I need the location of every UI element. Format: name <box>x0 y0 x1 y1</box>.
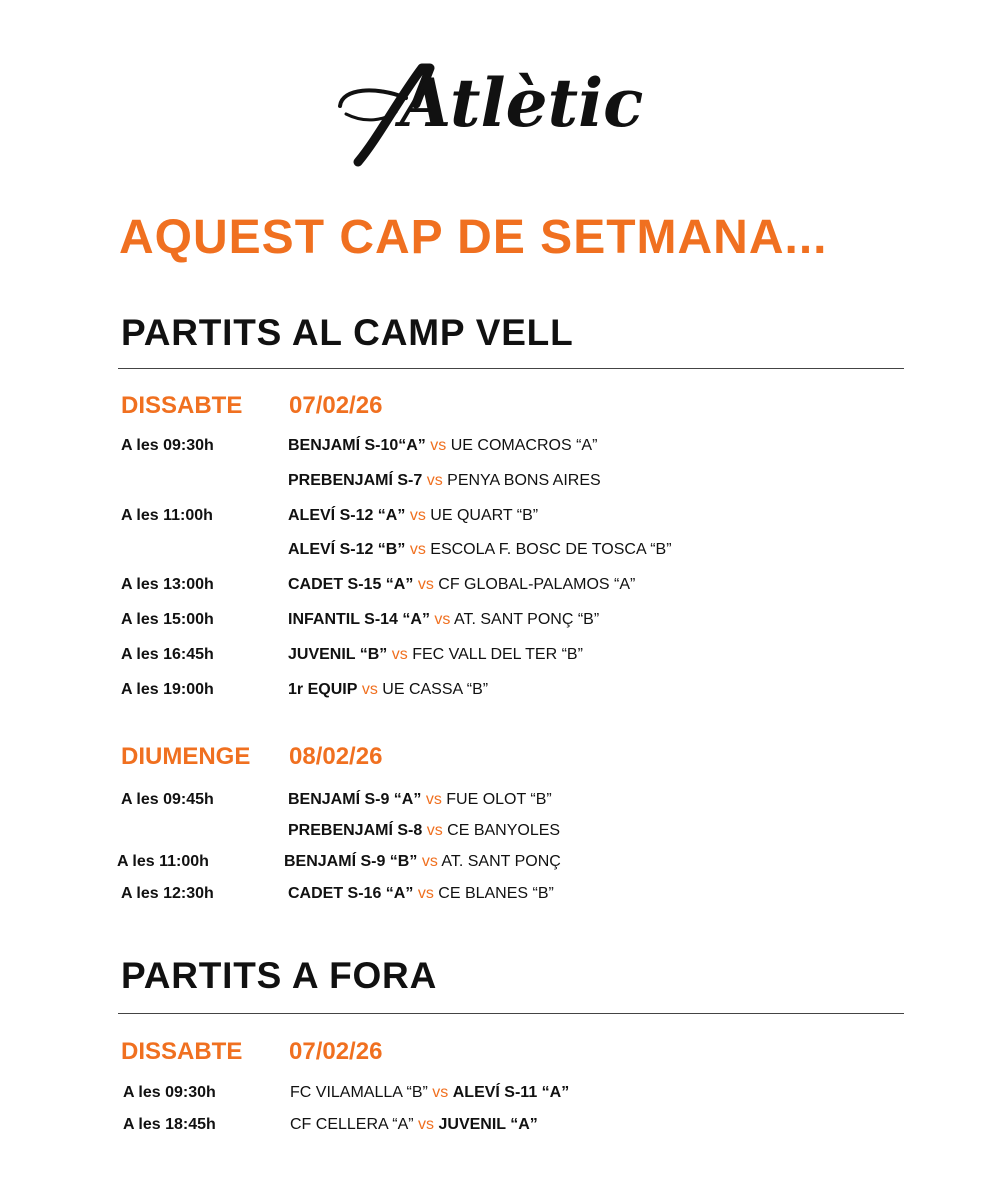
away-team: CF GLOBAL-PALAMOS “A” <box>438 576 636 593</box>
match-row <box>121 643 982 667</box>
vs-label: vs <box>421 853 438 870</box>
home-team: JUVENIL “B” <box>288 646 388 663</box>
vs-label: vs <box>425 791 442 808</box>
day-heading <box>121 1038 382 1066</box>
match-teams <box>288 504 538 528</box>
match-teams <box>288 819 560 843</box>
match-teams <box>288 469 601 493</box>
match-time: A les 16:45h <box>121 646 214 663</box>
home-team: INFANTIL S-14 “A” <box>288 611 430 628</box>
match-row <box>121 882 982 906</box>
day-heading <box>121 392 382 420</box>
svg-text:Atlètic: Atlètic <box>400 64 644 142</box>
match-row <box>121 538 982 562</box>
vs-label: vs <box>391 646 408 663</box>
match-time: A les 11:00h <box>121 507 213 524</box>
match-teams <box>290 1113 538 1137</box>
away-team: CE BLANES “B” <box>438 885 554 902</box>
atletic-logo <box>336 58 644 170</box>
match-teams <box>288 434 597 458</box>
match-time: A les 11:00h <box>117 853 209 870</box>
vs-label: vs <box>426 822 443 839</box>
away-team: UE COMACROS “A” <box>450 437 598 454</box>
away-team: FEC VALL DEL TER “B” <box>412 646 583 663</box>
away-team: AT. SANT PONÇ “B” <box>453 611 600 628</box>
match-time: A les 09:45h <box>121 791 214 808</box>
section-title: PARTITS AL CAMP VELL <box>121 312 574 353</box>
match-teams <box>288 538 672 562</box>
match-row <box>121 608 982 632</box>
day-date: 07/02/26 <box>289 392 383 419</box>
vs-label: vs <box>430 437 447 454</box>
away-team: AT. SANT PONÇ <box>441 853 561 870</box>
away-team: CE BANYOLES <box>447 822 561 839</box>
match-teams <box>284 850 561 874</box>
home-team: CADET S-15 “A” <box>288 576 414 593</box>
home-team: PREBENJAMÍ S-8 <box>288 822 423 839</box>
away-team: UE QUART “B” <box>430 507 539 524</box>
match-teams <box>288 608 599 632</box>
home-team: BENJAMÍ S-9 “A” <box>288 791 422 808</box>
home-team: 1r EQUIP <box>288 681 358 698</box>
match-row <box>123 1113 982 1137</box>
away-team: FUE OLOT “B” <box>446 791 552 808</box>
home-team: BENJAMÍ S-9 “B” <box>284 853 418 870</box>
match-teams <box>288 882 554 906</box>
match-row <box>121 819 982 843</box>
match-row <box>121 788 982 812</box>
headline: AQUEST CAP DE SETMANA... <box>119 211 828 264</box>
day-name: DISSABTE <box>121 392 243 419</box>
away-team: UE CASSA “B” <box>382 681 489 698</box>
away-team: JUVENIL “A” <box>438 1116 538 1133</box>
vs-label: vs <box>409 507 426 524</box>
vs-label: vs <box>418 1116 435 1133</box>
match-teams <box>288 573 635 597</box>
vs-label: vs <box>409 541 426 558</box>
match-row <box>121 678 982 702</box>
vs-label: vs <box>417 576 434 593</box>
home-team: CADET S-16 “A” <box>288 885 414 902</box>
home-team: ALEVÍ S-12 “B” <box>288 541 406 558</box>
day-heading <box>121 743 382 771</box>
match-row <box>117 850 982 874</box>
match-row <box>121 434 982 458</box>
section-divider <box>118 1013 904 1014</box>
match-time: A les 09:30h <box>123 1084 216 1101</box>
match-row <box>123 1081 982 1105</box>
match-row <box>121 504 982 528</box>
day-date: 07/02/26 <box>289 1038 383 1065</box>
match-time: A les 18:45h <box>123 1116 216 1133</box>
vs-label: vs <box>417 885 434 902</box>
home-team: FC VILAMALLA “B” <box>290 1084 428 1101</box>
home-team: ALEVÍ S-12 “A” <box>288 507 406 524</box>
match-row <box>121 573 982 597</box>
home-team: BENJAMÍ S-10“A” <box>288 437 426 454</box>
match-time: A les 19:00h <box>121 681 214 698</box>
match-teams <box>290 1081 569 1105</box>
match-teams <box>288 643 583 667</box>
match-teams <box>288 788 552 812</box>
home-team: CF CELLERA “A” <box>290 1116 414 1133</box>
day-name: DISSABTE <box>121 1038 243 1065</box>
day-date: 08/02/26 <box>289 743 383 770</box>
vs-label: vs <box>426 472 443 489</box>
match-row <box>121 469 982 493</box>
vs-label: vs <box>432 1084 449 1101</box>
away-team: PENYA BONS AIRES <box>447 472 601 489</box>
match-teams <box>288 678 488 702</box>
match-time: A les 09:30h <box>121 437 214 454</box>
away-team: ESCOLA F. BOSC DE TOSCA “B” <box>430 541 672 558</box>
section-title: PARTITS A FORA <box>121 955 438 996</box>
day-name: DIUMENGE <box>121 743 251 770</box>
match-time: A les 12:30h <box>121 885 214 902</box>
vs-label: vs <box>434 611 451 628</box>
home-team: PREBENJAMÍ S-7 <box>288 472 423 489</box>
match-time: A les 13:00h <box>121 576 214 593</box>
match-time: A les 15:00h <box>121 611 214 628</box>
section-divider <box>118 368 904 369</box>
vs-label: vs <box>361 681 378 698</box>
away-team: ALEVÍ S-11 “A” <box>452 1084 570 1101</box>
